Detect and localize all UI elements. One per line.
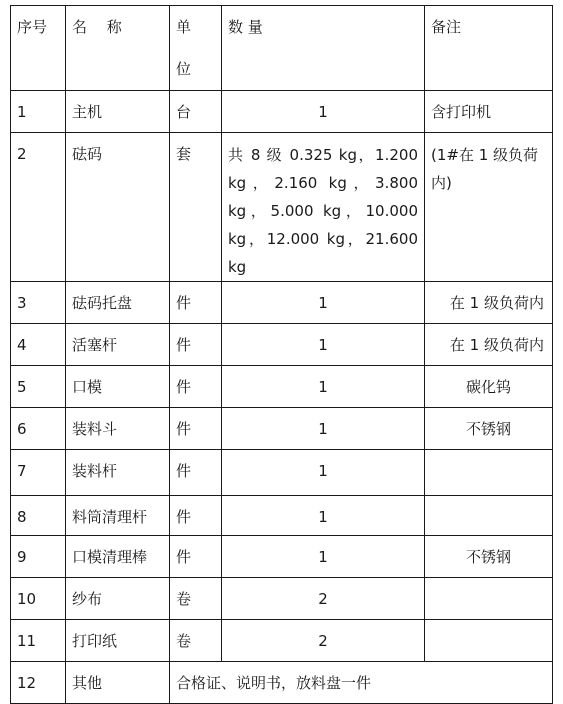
row-unit: 件 [170,366,222,408]
row-unit: 件 [170,536,222,578]
row-name: 砝码托盘 [66,282,170,324]
row-qty: 1 [222,536,425,578]
row-index: 6 [11,408,66,450]
header-unit-line1: 单 [176,18,192,36]
row-name: 装料杆 [66,450,170,496]
row-qty: 1 [222,324,425,366]
table-row [11,324,553,366]
row-unit: 卷 [170,578,222,620]
header-unit-line2: 位 [176,60,192,78]
row-name: 纱布 [66,578,170,620]
table-row [11,408,553,450]
header-unit [170,6,222,91]
table-row [11,91,553,133]
row-name: 料筒清理杆 [66,496,170,536]
row-name: 活塞杆 [66,324,170,366]
row-note [425,496,553,536]
row-note: 不锈钢 [425,408,553,450]
row-note: (1#在 1 级负荷内) [425,133,553,282]
row-note: 在 1 级负荷内 [425,282,553,324]
row-unit: 套 [170,133,222,282]
row-unit: 件 [170,496,222,536]
row-merged-note: 合格证、说明书，放料盘一件 [170,662,553,704]
row-name: 打印纸 [66,620,170,662]
row-note [425,620,553,662]
header-index: 序号 [11,6,66,91]
row-qty: 1 [222,496,425,536]
row-unit: 件 [170,450,222,496]
row-name: 主机 [66,91,170,133]
row-note: 不锈钢 [425,536,553,578]
row-qty: 2 [222,620,425,662]
table-row [11,366,553,408]
table-row [11,450,553,496]
row-index: 8 [11,496,66,536]
row-index: 3 [11,282,66,324]
row-index: 5 [11,366,66,408]
row-note [425,450,553,496]
row-note: 含打印机 [425,91,553,133]
table-row [11,536,553,578]
row-note: 在 1 级负荷内 [425,324,553,366]
row-name: 口模清理棒 [66,536,170,578]
row-index: 11 [11,620,66,662]
row-index: 1 [11,91,66,133]
row-name: 装料斗 [66,408,170,450]
row-index: 4 [11,324,66,366]
row-qty: 1 [222,91,425,133]
header-name: 名 称 [66,6,170,91]
row-unit: 件 [170,408,222,450]
row-unit: 卷 [170,620,222,662]
row-unit: 件 [170,324,222,366]
header-note: 备注 [425,6,553,91]
row-note [425,578,553,620]
row-name: 其他 [66,662,170,704]
table-header-row [11,6,553,91]
row-name: 口模 [66,366,170,408]
table-row [11,620,553,662]
row-index: 10 [11,578,66,620]
table-row [11,578,553,620]
row-note: 碳化钨 [425,366,553,408]
row-index: 12 [11,662,66,704]
row-qty: 1 [222,450,425,496]
table-row [11,496,553,536]
row-name: 砝码 [66,133,170,282]
row-index: 7 [11,450,66,496]
row-qty: 共 8 级 0.325 kg，1.200 kg，2.160 kg，3.800 kg，5.000 kg，10.000 kg，12.000 kg，21.600 kg [222,133,425,282]
table-row [11,133,553,282]
row-unit: 台 [170,91,222,133]
row-qty: 2 [222,578,425,620]
table-row [11,282,553,324]
accessory-list-table [10,5,553,704]
row-qty: 1 [222,408,425,450]
row-index: 2 [11,133,66,282]
header-qty: 数 量 [222,6,425,91]
row-index: 9 [11,536,66,578]
row-qty: 1 [222,366,425,408]
row-qty: 1 [222,282,425,324]
row-unit: 件 [170,282,222,324]
table-row [11,662,553,704]
